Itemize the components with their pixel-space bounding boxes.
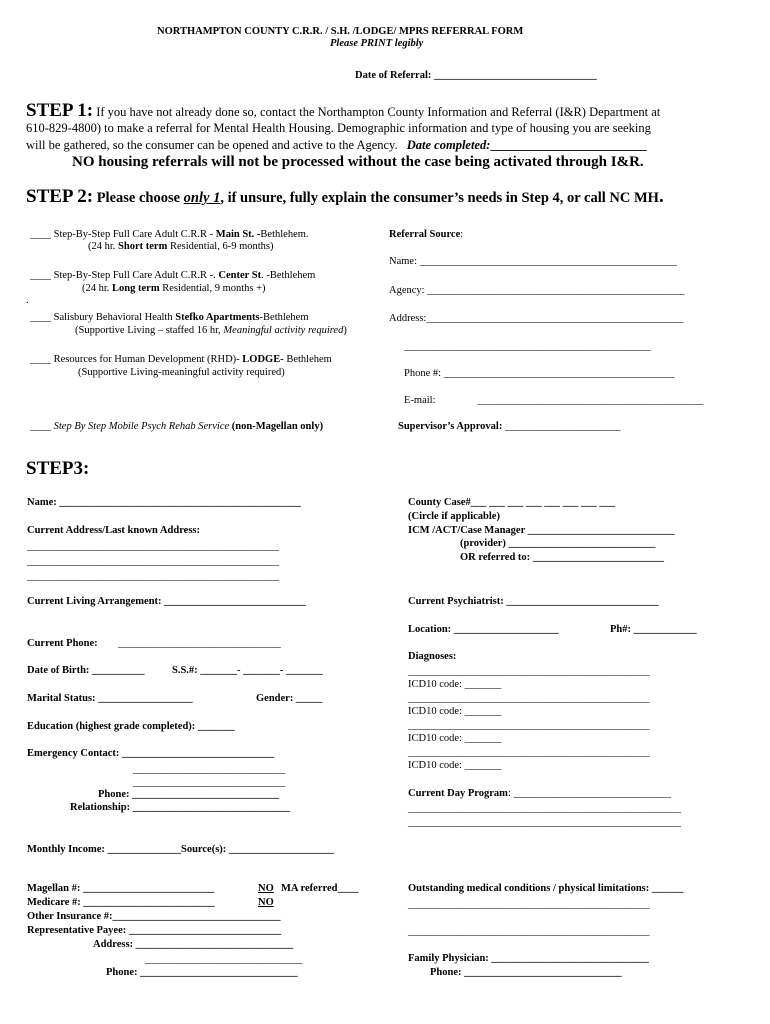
- s3-diagnosis-line[interactable]: ______________________________________________: [408, 693, 650, 704]
- referral-agency-line: _________________________________________________: [427, 285, 685, 296]
- step1-text2: 610-829-4800) to make a referral for Mental Health Housing. Demographic information and type of housing you are seeking: [26, 121, 651, 135]
- option-text: Step-By-Step Full Care Adult C.R.R -.: [51, 270, 219, 281]
- referral-name-line: _________________________________________________: [419, 256, 677, 267]
- referral-phone-label: Phone #:: [404, 368, 444, 379]
- s3-medical-field[interactable]: Outstanding medical conditions / physical limitations: ______: [408, 883, 684, 894]
- s3-location-field[interactable]: Location: ____________________: [408, 624, 559, 635]
- s3-rep-phone-field[interactable]: Phone: ______________________________: [106, 967, 298, 978]
- option-stefko-desc: [75, 325, 347, 337]
- date-completed-label: Date completed:: [406, 138, 491, 152]
- s3-icd-field[interactable]: ICD10 code: _______: [408, 733, 502, 744]
- option-text-end: . -Bethlehem: [261, 270, 316, 281]
- s3-dob-field[interactable]: Date of Birth: __________: [27, 665, 145, 676]
- referral-email-field[interactable]: [404, 395, 703, 407]
- option-desc-b: Long term: [112, 283, 160, 294]
- s3-diagnosis-line[interactable]: ______________________________________________: [408, 747, 650, 758]
- referral-phone-field[interactable]: [404, 368, 675, 380]
- step2-text-b: , if unsure, fully explain the consumer’s needs in Step 4, or call NC MH: [220, 190, 659, 206]
- option-bold: (non-Magellan only): [231, 421, 324, 432]
- referral-email-label: E-mail:: [404, 395, 436, 406]
- s3-diagnoses-label: Diagnoses:: [408, 651, 457, 662]
- s3-icm-field[interactable]: ICM /ACT/Case Manager ____________________________: [408, 525, 675, 536]
- stray-dot: .: [26, 295, 29, 306]
- option-bold: LODGE-: [242, 354, 284, 365]
- referral-name-label: Name:: [389, 256, 420, 267]
- s3-provider-field[interactable]: (provider) ____________________________: [460, 538, 656, 549]
- s3-icd-field[interactable]: ICD10 code: _______: [408, 760, 502, 771]
- option-desc-b: Short term: [118, 241, 168, 252]
- s3-address-line[interactable]: ________________________________________________: [27, 541, 279, 552]
- option-desc-a: (24 hr.: [82, 283, 113, 294]
- s3-medical-line[interactable]: ______________________________________________: [408, 899, 650, 910]
- date-completed-field[interactable]: _________________________: [490, 138, 647, 152]
- s3-ph-field[interactable]: Ph#: ____________: [610, 624, 697, 635]
- s3-rep-payee-field[interactable]: Representative Payee: _____________________________: [27, 925, 282, 936]
- s3-emergency-line[interactable]: _____________________________: [133, 777, 286, 788]
- s3-icd-field[interactable]: ICD10 code: _______: [408, 679, 502, 690]
- form-subtitle: Please PRINT legibly: [330, 38, 424, 49]
- option-desc-a: (24 hr.: [88, 241, 119, 252]
- referral-source-label: [389, 229, 463, 241]
- referral-address-label: Address:: [389, 313, 427, 324]
- referral-agency-label: Agency:: [389, 285, 428, 296]
- s3-day-program-line3[interactable]: ____________________________________________________: [408, 817, 681, 828]
- s3-medical-line[interactable]: ______________________________________________: [408, 926, 650, 937]
- s3-diagnosis-line[interactable]: ______________________________________________: [408, 720, 650, 731]
- s3-living-field[interactable]: Current Living Arrangement: ___________________________: [27, 596, 306, 607]
- s3-other-insurance-field[interactable]: Other Insurance #:________________________________: [27, 911, 281, 922]
- s3-day-program-line: : ______________________________: [507, 788, 671, 799]
- s3-marital-field[interactable]: Marital Status: __________________: [27, 693, 193, 704]
- date-of-referral[interactable]: [355, 70, 597, 82]
- option-blank[interactable]: ____: [30, 229, 51, 240]
- s3-no-1[interactable]: NO: [258, 883, 274, 894]
- s3-physician-field[interactable]: Family Physician: ______________________________: [408, 953, 649, 964]
- step1-heading: STEP 1:: [26, 100, 94, 121]
- option-text: Resources for Human Development (RHD)-: [51, 354, 243, 365]
- s3-psychiatrist-field[interactable]: Current Psychiatrist: _____________________________: [408, 596, 659, 607]
- supervisor-approval-field[interactable]: [398, 421, 620, 433]
- option-main-st-desc: [88, 241, 273, 253]
- option-blank[interactable]: ____: [30, 312, 51, 323]
- s3-rep-address-field[interactable]: Address: ______________________________: [93, 939, 294, 950]
- referral-name-field[interactable]: [389, 256, 677, 268]
- option-bold: Center St: [218, 270, 262, 281]
- s3-icd-field[interactable]: ICD10 code: _______: [408, 706, 502, 717]
- referral-source-colon: :: [460, 229, 464, 240]
- s3-phone-line[interactable]: _______________________________: [118, 638, 281, 649]
- step1-text3: will be gathered, so the consumer can be opened and active to the Agency.: [26, 138, 398, 152]
- step2-text-only: only 1: [183, 190, 221, 206]
- step2-text-a: Please choose: [96, 190, 181, 206]
- s3-magellan-field[interactable]: Magellan #: _________________________: [27, 883, 215, 894]
- s3-income-field[interactable]: Monthly Income: ______________Source(s): ____________________: [27, 844, 334, 855]
- s3-physician-phone-field[interactable]: Phone: ______________________________: [430, 967, 622, 978]
- s3-emergency-line[interactable]: _____________________________: [133, 764, 286, 775]
- supervisor-approval-line: ______________________: [504, 421, 621, 432]
- step3-heading: STEP3:: [26, 458, 90, 479]
- s3-day-program-field[interactable]: [408, 788, 671, 800]
- form-title: NORTHAMPTON COUNTY C.R.R. / S.H. /LODGE/ MPRS REFERRAL FORM: [157, 26, 524, 37]
- referral-address-line: _________________________________________________: [426, 313, 684, 324]
- option-text: Step-By-Step Full Care Adult C.R.R -: [51, 229, 216, 240]
- s3-address-line[interactable]: ________________________________________________: [27, 556, 279, 567]
- option-center-st-desc: [82, 283, 266, 295]
- s3-gender-field[interactable]: Gender: _____: [256, 693, 323, 704]
- option-center-st[interactable]: [30, 270, 315, 282]
- step2-heading: STEP 2:: [26, 186, 94, 207]
- option-main-st[interactable]: [30, 229, 309, 241]
- option-blank[interactable]: ____: [30, 421, 51, 432]
- step1-line1: [26, 100, 660, 122]
- option-bold: Stefko Apartments: [175, 312, 260, 323]
- step2-text-dot: .: [658, 186, 664, 207]
- s3-rep-address-line2[interactable]: ______________________________: [145, 954, 303, 965]
- s3-ec-phone-field[interactable]: Phone: ____________________________: [98, 789, 280, 800]
- option-blank[interactable]: ____: [30, 270, 51, 281]
- s3-address-label: Current Address/Last known Address:: [27, 525, 200, 536]
- date-of-referral-line: : _______________________________: [427, 70, 597, 81]
- date-of-referral-label: Date of Referral: [355, 70, 428, 81]
- option-desc-c: ): [343, 325, 347, 336]
- referral-email-line: ___________________________________________: [477, 395, 704, 406]
- referral-source-text: Referral Source: [389, 229, 461, 240]
- option-lodge-desc: (Supportive Living-meaningful activity required): [78, 367, 285, 378]
- s3-day-program-label: Current Day Program: [408, 788, 508, 799]
- option-text: Step By Step Mobile Psych Rehab Service: [51, 421, 232, 432]
- option-stefko[interactable]: [30, 312, 309, 324]
- s3-ma-referred-line: ____: [337, 883, 359, 894]
- step2-instruction: [26, 186, 664, 208]
- s3-medicare-field[interactable]: Medicare #: _________________________: [27, 897, 215, 908]
- s3-ssn-field[interactable]: S.S.#: _______- _______- _______: [172, 665, 323, 676]
- s3-or-referred-field[interactable]: OR referred to: _________________________: [460, 552, 665, 563]
- option-blank[interactable]: ____: [30, 354, 51, 365]
- s3-no-2[interactable]: NO: [258, 897, 274, 908]
- option-text-end: Bethlehem.: [260, 229, 309, 240]
- option-bold: Main St. -: [215, 229, 261, 240]
- option-desc-b: Meaningful activity required: [223, 325, 344, 336]
- s3-address-line[interactable]: ________________________________________________: [27, 571, 279, 582]
- s3-name-field[interactable]: Name: ______________________________________________: [27, 497, 301, 508]
- s3-education-field[interactable]: Education (highest grade completed): _______: [27, 721, 235, 732]
- option-lodge[interactable]: [30, 354, 332, 366]
- s3-diagnosis-line[interactable]: ______________________________________________: [408, 666, 650, 677]
- referral-agency-field[interactable]: [389, 285, 684, 297]
- step1-text1: If you have not already done so, contact the Northampton County Information and Referral (I&R) Department at: [96, 105, 661, 119]
- referral-address-line2[interactable]: _______________________________________________: [404, 341, 651, 352]
- option-desc-a: (Supportive Living – staffed 16 hr,: [75, 325, 224, 336]
- referral-phone-line: ____________________________________________: [443, 368, 675, 379]
- step1-line3: [26, 137, 647, 153]
- referral-address-field[interactable]: [389, 313, 684, 325]
- option-text: Salisbury Behavioral Health: [51, 312, 176, 323]
- s3-emergency-field[interactable]: Emergency Contact: _____________________________: [27, 748, 275, 759]
- option-mobile[interactable]: [30, 421, 323, 433]
- s3-ma-referred[interactable]: [281, 883, 358, 895]
- supervisor-approval-label: Supervisor’s Approval:: [398, 421, 505, 432]
- s3-ma-referred-label: MA referred: [281, 883, 338, 894]
- s3-phone-label: Current Phone:: [27, 638, 98, 649]
- option-text-end: -Bethlehem: [259, 312, 309, 323]
- step1-notice: NO housing referrals will not be processed without the case being activated through I&R.: [72, 154, 644, 170]
- s3-county-case-field[interactable]: County Case#___ ___ ___ ___ ___ ___ ___ ___: [408, 497, 616, 508]
- s3-day-program-line2[interactable]: ____________________________________________________: [408, 803, 681, 814]
- option-text-end: Bethlehem: [283, 354, 332, 365]
- option-desc-c: Residential, 6-9 months): [167, 241, 274, 252]
- option-desc-c: Residential, 9 months +): [159, 283, 266, 294]
- s3-circle-note: (Circle if applicable): [408, 511, 500, 522]
- s3-relationship-field[interactable]: Relationship: ______________________________: [70, 802, 291, 813]
